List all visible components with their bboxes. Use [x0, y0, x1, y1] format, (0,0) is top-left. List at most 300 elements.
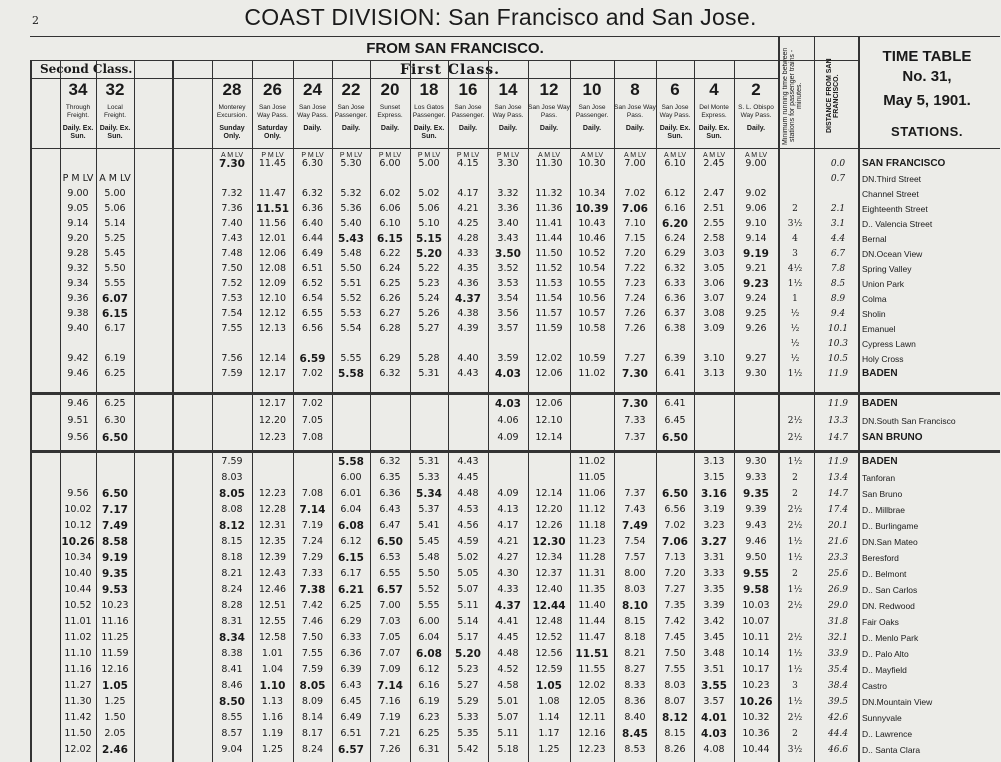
time-cell: 6.23: [418, 712, 440, 723]
time-cell: 6.29: [340, 616, 362, 627]
time-cell: 12.39: [258, 552, 287, 563]
time-cell: 7.55: [664, 664, 686, 675]
time-cell: 12.23: [578, 744, 606, 755]
time-cell: 6.17: [104, 323, 126, 334]
time-cell: 5.27: [418, 323, 440, 334]
train-number: 6: [670, 80, 680, 99]
station-name: Union Park: [862, 279, 905, 289]
time-cell: 7.13: [664, 552, 686, 563]
time-cell: 1.05: [102, 680, 128, 692]
time-cell: 7.23: [624, 278, 646, 289]
time-cell: 3.30: [497, 158, 519, 169]
time-cell: 10.23: [742, 680, 770, 691]
station-name: SAN BRUNO: [862, 432, 923, 443]
time-cell: 9.23: [743, 278, 769, 290]
time-cell: 3.03: [703, 248, 725, 259]
station-name: D.. Palo Alto: [862, 649, 909, 659]
time-cell: 6.28: [379, 323, 401, 334]
time-cell: 5.55: [340, 353, 362, 364]
time-cell: 5.42: [457, 744, 479, 755]
time-cell: 7.57: [624, 552, 646, 563]
time-cell: 9.55: [743, 568, 769, 580]
time-cell: 5.50: [418, 568, 440, 579]
time-cell: 5.07: [497, 712, 519, 723]
distance: 29.0: [827, 601, 849, 611]
station-name: BADEN: [862, 456, 898, 467]
time-cell: 6.32: [379, 456, 401, 467]
time-cell: 7.08: [301, 432, 324, 443]
time-cell: 6.19: [104, 353, 126, 364]
train-description: Del Monte Express.: [699, 104, 729, 119]
time-cell: 3.07: [703, 293, 725, 304]
time-cell: 7.05: [301, 415, 324, 426]
time-cell: 11.02: [64, 632, 92, 643]
time-cell: 4.25: [457, 218, 479, 229]
time-cell: 2.55: [703, 218, 725, 229]
time-cell: 5.55: [418, 600, 440, 611]
time-cell: 8.28: [221, 600, 243, 611]
distance: 32.1: [827, 633, 849, 643]
time-cell: 12.56: [535, 648, 563, 659]
time-cell: 7.32: [221, 188, 243, 199]
time-cell: 6.45: [340, 696, 362, 707]
running-time: ½: [790, 309, 800, 319]
time-cell: 4.36: [457, 278, 479, 289]
time-cell: 8.15: [221, 536, 243, 547]
time-cell: 5.11: [497, 728, 519, 739]
time-cell: 7.10: [624, 218, 646, 229]
time-cell: 8.45: [622, 728, 648, 740]
column-rule: [134, 60, 135, 762]
time-cell: 5.02: [457, 552, 479, 563]
time-cell: 4.09: [497, 432, 519, 443]
time-cell: 9.35: [743, 488, 769, 500]
time-cell: 9.26: [745, 323, 767, 334]
time-cell: 6.02: [379, 188, 401, 199]
time-cell: 10.55: [578, 278, 606, 289]
train-schedule: Daily.: [380, 125, 400, 132]
time-cell: 7.02: [301, 398, 324, 409]
time-cell: 12.02: [64, 744, 92, 755]
time-cell: 9.50: [745, 552, 767, 563]
time-cell: 11.32: [535, 188, 563, 199]
time-cell: 10.52: [578, 248, 606, 259]
time-cell: 7.50: [301, 632, 324, 643]
running-time: 3½: [787, 745, 803, 755]
time-cell: 6.57: [338, 744, 364, 756]
time-cell: 1.25: [538, 744, 560, 755]
time-cell: 11.40: [578, 600, 606, 611]
train-description: San Jose Way Pass.: [492, 104, 524, 119]
column-header: [488, 80, 528, 133]
column-header: [332, 80, 370, 133]
time-cell: 5.28: [418, 353, 440, 364]
time-cell: 5.37: [418, 504, 440, 515]
time-cell: 3.05: [703, 263, 725, 274]
station-name: Sunnyvale: [862, 713, 902, 723]
time-cell: 6.35: [379, 472, 401, 483]
time-cell: 11.41: [535, 218, 563, 229]
train-number: 4: [709, 80, 719, 99]
time-cell: 11.05: [578, 472, 606, 483]
time-cell: 7.37: [624, 488, 646, 499]
time-cell: 11.54: [535, 293, 563, 304]
column-header: [528, 80, 570, 133]
time-cell: 6.50: [662, 488, 688, 500]
time-cell: 12.46: [258, 584, 287, 595]
time-cell: 11.30: [64, 696, 92, 707]
time-cell: 1.14: [538, 712, 560, 723]
distance: 8.5: [830, 279, 846, 289]
time-cell: 7.06: [622, 203, 648, 215]
time-cell: 11.16: [64, 664, 92, 675]
time-cell: 8.58: [102, 536, 128, 548]
time-cell: 6.51: [301, 263, 324, 274]
running-time: 1½: [787, 649, 803, 659]
running-time: 2½: [787, 433, 803, 443]
running-time: 1: [792, 294, 798, 304]
time-cell: 5.18: [497, 744, 519, 755]
time-cell: 12.11: [578, 712, 606, 723]
time-cell: 2.51: [703, 203, 725, 214]
time-cell: 5.35: [457, 728, 479, 739]
column-header: [293, 80, 332, 133]
time-cell: 11.55: [578, 664, 606, 675]
time-cell: 6.50: [662, 432, 688, 444]
time-cell: 8.24: [301, 744, 324, 755]
station-name: Channel Street: [862, 189, 919, 199]
time-cell: 9.14: [67, 218, 89, 229]
time-cell: 11.44: [578, 616, 606, 627]
column-rule: [30, 60, 32, 762]
running-time: 2½: [787, 601, 803, 611]
am-pm-marker: P M LV: [378, 152, 402, 159]
time-cell: 12.05: [578, 696, 606, 707]
column-header: [252, 80, 293, 141]
time-cell: 6.29: [379, 353, 401, 364]
distance: 3.1: [830, 219, 846, 229]
time-cell: 1.50: [104, 712, 126, 723]
time-cell: 8.40: [624, 712, 646, 723]
time-cell: 9.21: [745, 263, 767, 274]
time-cell: 4.30: [497, 568, 519, 579]
time-cell: 4.17: [457, 188, 479, 199]
time-cell: 5.06: [418, 203, 440, 214]
time-cell: 9.19: [743, 248, 769, 260]
time-cell: 9.46: [67, 368, 89, 379]
time-cell: 6.39: [340, 664, 362, 675]
distance: 7.8: [830, 264, 846, 274]
time-cell: 4.21: [457, 203, 479, 214]
time-cell: 3.36: [497, 203, 519, 214]
time-cell: 12.48: [535, 616, 563, 627]
running-time: 1½: [787, 553, 803, 563]
time-cell: 8.21: [624, 648, 646, 659]
time-cell: A M LV: [99, 173, 131, 184]
time-cell: 12.10: [258, 293, 287, 304]
time-cell: 11.35: [578, 584, 606, 595]
distance: 21.6: [827, 537, 849, 547]
time-cell: 11.42: [64, 712, 92, 723]
time-cell: 3.52: [497, 263, 519, 274]
time-cell: 7.02: [301, 368, 324, 379]
time-cell: 6.07: [102, 293, 128, 305]
time-cell: 9.33: [745, 472, 767, 483]
time-cell: 3.32: [497, 188, 519, 199]
timetable-number: No. 31,: [902, 68, 952, 85]
time-cell: 8.24: [221, 584, 243, 595]
time-cell: 11.51: [255, 203, 290, 215]
time-cell: 10.58: [578, 323, 606, 334]
rule-colnum: [30, 78, 778, 79]
time-cell: 8.46: [221, 680, 243, 691]
time-cell: 8.03: [221, 472, 243, 483]
time-cell: 1.25: [104, 696, 126, 707]
time-cell: 7.17: [102, 504, 128, 516]
running-time: 4½: [787, 264, 803, 274]
time-cell: 6.56: [664, 504, 686, 515]
time-cell: 6.32: [379, 368, 401, 379]
time-cell: 6.51: [340, 728, 362, 739]
time-cell: 7.29: [301, 552, 324, 563]
distance: 14.7: [827, 433, 849, 443]
time-cell: 10.26: [61, 536, 95, 548]
time-cell: 8.00: [624, 568, 646, 579]
time-cell: 6.15: [338, 552, 364, 564]
time-cell: 11.25: [101, 632, 129, 643]
time-cell: 3.57: [497, 323, 519, 334]
time-cell: 7.50: [664, 648, 686, 659]
time-cell: 3.16: [701, 488, 727, 500]
time-cell: 12.51: [258, 600, 287, 611]
time-cell: 8.15: [624, 616, 646, 627]
time-cell: 5.11: [457, 600, 479, 611]
train-schedule: Daily. Ex. Sun.: [62, 125, 94, 140]
time-cell: 10.57: [578, 308, 606, 319]
section-rule: [30, 450, 1000, 453]
time-cell: 11.16: [101, 616, 129, 627]
time-cell: 6.39: [664, 353, 686, 364]
time-cell: 7.07: [379, 648, 401, 659]
running-time: 1½: [787, 697, 803, 707]
time-cell: 4.38: [457, 308, 479, 319]
time-cell: 6.50: [377, 536, 403, 548]
station-name: D.. Menlo Park: [862, 633, 919, 643]
time-cell: 12.06: [258, 248, 287, 259]
station-name: Bernal: [862, 234, 887, 244]
time-cell: 9.42: [67, 353, 89, 364]
time-cell: 6.27: [379, 308, 401, 319]
time-cell: 6.10: [379, 218, 401, 229]
time-cell: 9.35: [102, 568, 128, 580]
train-schedule: Daily. Ex. Sun.: [99, 125, 131, 140]
time-cell: 4.28: [457, 233, 479, 244]
running-time: ½: [790, 324, 800, 334]
column-header: [694, 80, 734, 141]
time-cell: 7.49: [622, 520, 648, 532]
train-description: Monterey Excursion.: [216, 104, 248, 119]
time-cell: 7.27: [664, 584, 686, 595]
time-cell: 8.14: [301, 712, 324, 723]
time-cell: 10.17: [742, 664, 770, 675]
distance: 31.8: [827, 617, 849, 627]
time-cell: 6.31: [418, 744, 440, 755]
time-cell: 8.07: [664, 696, 686, 707]
am-pm-marker: A M LV: [744, 152, 768, 159]
timetable-label: TIME TABLE: [882, 48, 972, 65]
time-cell: 8.26: [664, 744, 686, 755]
time-cell: 7.00: [379, 600, 401, 611]
am-pm-marker: A M LV: [580, 152, 604, 159]
time-cell: 6.33: [340, 632, 362, 643]
distance-heading: DISTANCE FROM SAN FRANCISCO.: [826, 58, 840, 134]
time-cell: 4.06: [497, 415, 519, 426]
running-time: 2: [792, 489, 798, 499]
time-cell: 7.08: [301, 488, 324, 499]
time-cell: 3.55: [701, 680, 727, 692]
time-cell: 3.50: [495, 248, 521, 260]
time-cell: 6.50: [102, 488, 128, 500]
time-cell: 7.36: [221, 203, 243, 214]
train-description: San Jose Passenger.: [451, 104, 485, 119]
distance: 11.9: [827, 399, 849, 409]
time-cell: 2.58: [703, 233, 725, 244]
distance: 0.0: [830, 159, 846, 169]
time-cell: 7.37: [624, 432, 646, 443]
time-cell: 8.03: [664, 680, 686, 691]
time-cell: 12.28: [258, 504, 287, 515]
time-cell: 6.54: [301, 293, 324, 304]
train-number: 20: [380, 80, 400, 99]
time-cell: 8.12: [219, 520, 245, 532]
running-time: 3: [792, 249, 798, 259]
time-cell: 9.19: [102, 552, 128, 564]
running-time: ½: [790, 339, 800, 349]
time-cell: 10.30: [578, 158, 606, 169]
time-cell: 6.12: [418, 664, 440, 675]
time-cell: 12.12: [258, 308, 287, 319]
column-header: [410, 80, 448, 141]
time-cell: 11.45: [258, 158, 287, 169]
time-cell: 10.52: [64, 600, 92, 611]
time-cell: 9.32: [67, 263, 89, 274]
time-cell: 3.59: [497, 353, 519, 364]
time-cell: 5.36: [340, 203, 362, 214]
time-cell: 6.25: [340, 600, 362, 611]
time-cell: 5.33: [418, 472, 440, 483]
time-cell: 7.26: [624, 323, 646, 334]
time-cell: 11.57: [535, 308, 563, 319]
running-time: 2½: [787, 713, 803, 723]
time-cell: 6.56: [301, 323, 324, 334]
time-cell: 8.21: [221, 568, 243, 579]
distance: 44.4: [827, 729, 849, 739]
time-cell: 3.43: [497, 233, 519, 244]
station-name: Beresford: [862, 553, 899, 563]
am-pm-marker: A M LV: [220, 152, 244, 159]
time-cell: 8.55: [221, 712, 243, 723]
time-cell: 11.18: [578, 520, 606, 531]
time-cell: 4.35: [457, 263, 479, 274]
time-cell: 7.26: [624, 308, 646, 319]
distance: 6.7: [830, 249, 846, 259]
time-cell: 6.30: [104, 415, 126, 426]
station-name: DN.San Mateo: [862, 537, 918, 547]
time-cell: 12.40: [535, 584, 563, 595]
am-pm-marker: A M LV: [623, 152, 647, 159]
time-cell: 10.02: [64, 504, 92, 515]
train-schedule: Daily.: [341, 125, 361, 132]
time-cell: 7.24: [624, 293, 646, 304]
distance: 14.7: [827, 489, 849, 499]
time-cell: 7.38: [299, 584, 326, 596]
time-cell: 6.59: [299, 353, 326, 365]
time-cell: 9.14: [745, 233, 767, 244]
time-cell: 6.32: [664, 263, 686, 274]
time-cell: 4.53: [457, 504, 479, 515]
time-cell: 7.48: [221, 248, 243, 259]
train-description: San Jose Way Pass.: [614, 104, 656, 119]
time-cell: 4.56: [457, 520, 479, 531]
time-cell: 6.32: [301, 188, 324, 199]
time-cell: 6.12: [340, 536, 362, 547]
time-cell: 9.36: [67, 293, 89, 304]
distance: 2.1: [830, 204, 846, 214]
time-cell: 4.39: [457, 323, 479, 334]
am-pm-marker: P M LV: [301, 152, 324, 159]
time-cell: 5.55: [104, 278, 126, 289]
time-cell: 9.28: [67, 248, 89, 259]
time-cell: 9.27: [745, 353, 767, 364]
time-cell: 9.56: [67, 432, 89, 443]
column-header: [134, 80, 172, 85]
station-name: D.. Mayfield: [862, 665, 907, 675]
time-cell: 12.17: [258, 398, 287, 409]
time-cell: 5.00: [418, 158, 440, 169]
running-time: 1½: [787, 585, 803, 595]
time-cell: 6.37: [664, 308, 686, 319]
time-cell: 11.30: [535, 158, 563, 169]
time-cell: 8.18: [221, 552, 243, 563]
station-name: Eighteenth Street: [862, 204, 928, 214]
time-cell: 5.05: [457, 568, 479, 579]
time-cell: 10.34: [578, 188, 606, 199]
time-cell: 7.42: [664, 616, 686, 627]
time-cell: 6.44: [301, 233, 324, 244]
am-pm-marker: A M LV: [702, 152, 726, 159]
time-cell: 6.08: [416, 648, 442, 660]
time-cell: 6.55: [301, 308, 324, 319]
time-cell: 7.59: [221, 456, 243, 467]
time-cell: 11.02: [578, 368, 606, 379]
time-cell: 6.47: [379, 520, 401, 531]
time-cell: 8.34: [219, 632, 245, 644]
time-cell: 10.14: [742, 648, 770, 659]
time-cell: 7.15: [624, 233, 646, 244]
time-cell: 9.34: [67, 278, 89, 289]
min-running-heading: Minimum running time between stations for passenger trains - minutes.: [782, 47, 803, 145]
time-cell: 6.50: [102, 432, 128, 444]
time-cell: 11.59: [535, 323, 563, 334]
time-cell: 3.45: [703, 632, 725, 643]
time-cell: 7.49: [102, 520, 128, 532]
time-cell: 3.13: [703, 456, 725, 467]
time-cell: 2.45: [703, 158, 725, 169]
time-cell: 6.26: [379, 293, 401, 304]
time-cell: 3.27: [701, 536, 727, 548]
time-cell: 3.35: [703, 584, 725, 595]
time-cell: 3.33: [703, 568, 725, 579]
